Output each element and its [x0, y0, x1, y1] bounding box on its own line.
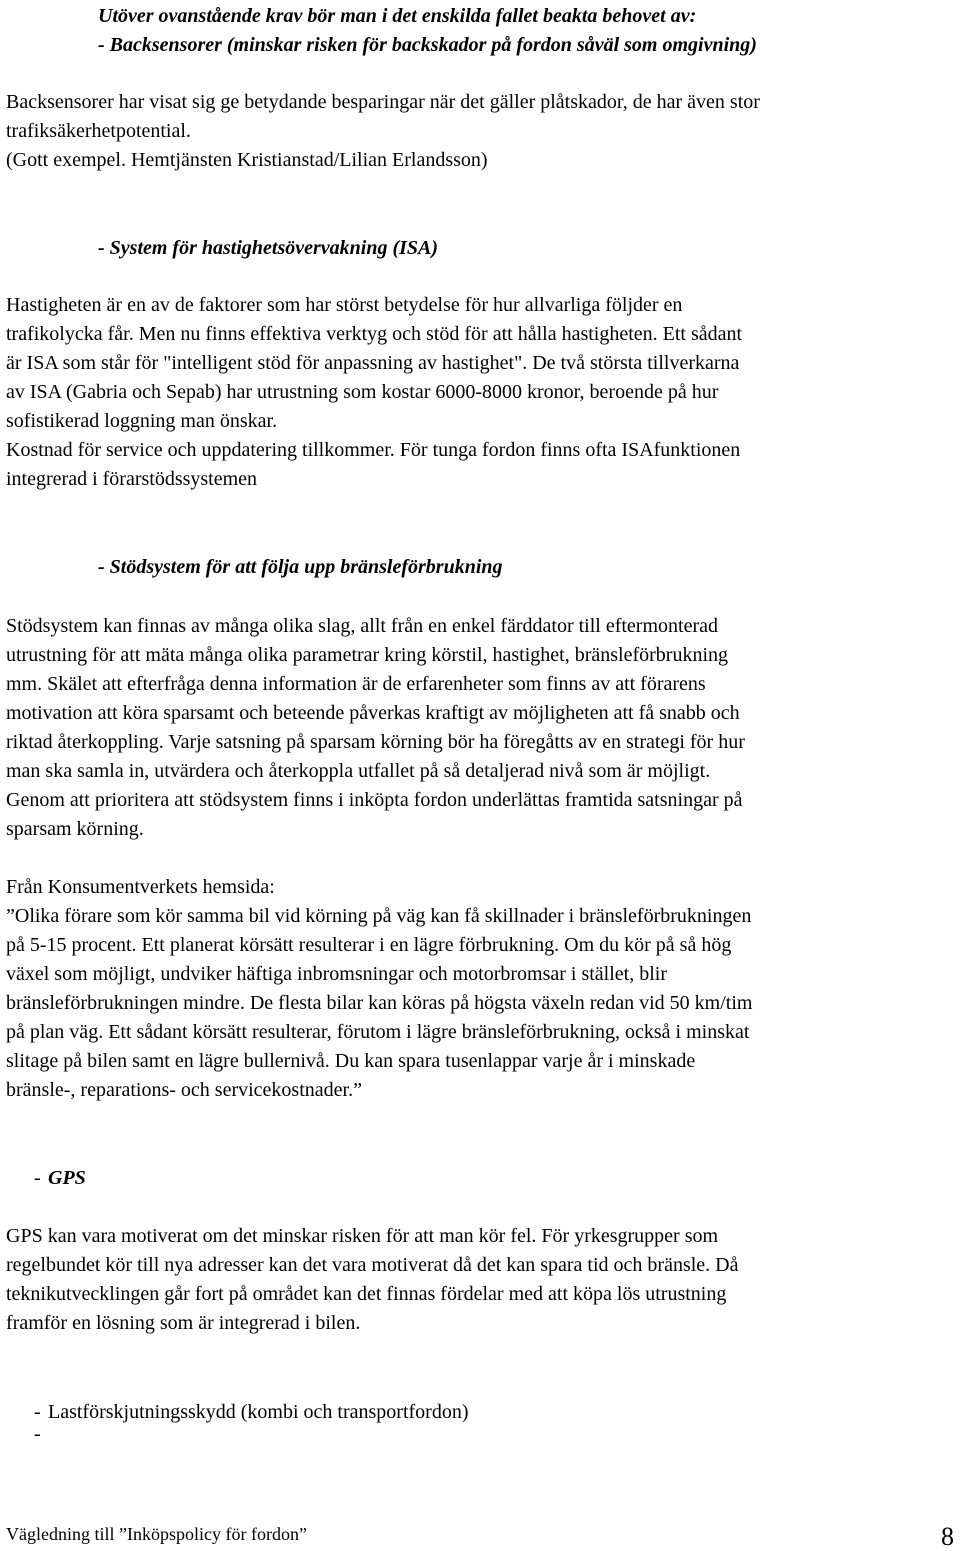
quote-line: bränsle-, reparations- och servicekostnader.”: [6, 1079, 362, 1101]
gps-dash: -: [34, 1167, 41, 1189]
cargo-dash: -: [34, 1401, 41, 1423]
gps-heading: [34, 1164, 934, 1193]
isa-paragraph: [6, 291, 956, 494]
isa-heading: - System för hastighetsövervakning (ISA): [98, 237, 439, 259]
quote-line: bränsleförbrukningen mindre. De flesta bilar kan köras på högsta växeln redan vid 50 km/tim: [6, 992, 753, 1014]
paragraph-line: utrustning för att mäta många olika parametrar kring körstil, hastighet, bränsleförbrukning: [6, 644, 729, 666]
paragraph-line: (Gott exempel. Hemtjänsten Kristianstad/Lilian Erlandsson): [6, 149, 488, 171]
quote-line: på 5-15 procent. Ett planerat körsätt resulterar i en lägre förbrukning. Om du kör på så hög: [6, 934, 732, 956]
paragraph-line: teknikutvecklingen går fort på området kan det finnas fördelar med att köpa lös utrustning: [6, 1283, 727, 1305]
quote-line: växel som möjligt, undviker häftiga inbromsningar och motorbromsar i stället, blir: [6, 963, 667, 985]
footer-title: Vägledning till ”Inköpspolicy för fordon”: [6, 1524, 307, 1544]
quote-line: ”Olika förare som kör samma bil vid körning på väg kan få skillnader i bränsleförbrukningen: [6, 905, 752, 927]
gps-heading-text: GPS: [48, 1167, 86, 1189]
intro-backsensor-heading: - Backsensorer (minskar risken för backskador på fordon såväl som omgivning): [98, 34, 757, 56]
paragraph-line: Genom att prioritera att stödsystem finns i inköpta fordon underlättas framtida satsningar på: [6, 789, 743, 811]
paragraph-line: Kostnad för service och uppdatering tillkommer. För tunga fordon finns ofta ISAfunktionen: [6, 439, 741, 461]
paragraph-line: sofistikerad loggning man önskar.: [6, 410, 278, 432]
paragraph-line: integrerad i förarstödssystemen: [6, 468, 258, 490]
intro-line: Utöver ovanstående krav bör man i det enskilda fallet beakta behovet av:: [98, 5, 697, 27]
backsensor-paragraph: [6, 88, 956, 175]
cargo-item: [34, 1398, 934, 1427]
paragraph-line: motivation att köra sparsamt och beteende påverkas kraftigt av möjligheten att få snabb och: [6, 702, 740, 724]
quote-line: slitage på bilen samt en lägre bullernivå. Du kan spara tusenlappar varje år i minskade: [6, 1050, 696, 1072]
quote-line: på plan väg. Ett sådant körsätt resulterar, förutom i lägre bränsleförbrukning, också i minskat: [6, 1021, 750, 1043]
paragraph-line: trafikolycka får. Men nu finns effektiva verktyg och stöd för att hålla hastigheten. Ett sådant: [6, 323, 743, 345]
paragraph-line: är ISA som står för "intelligent stöd för anpassning av hastighet". De två största tillverkarna: [6, 352, 740, 374]
quote-source: Från Konsumentverkets hemsida:: [6, 876, 275, 898]
cargo-text: Lastförskjutningsskydd (kombi och transportfordon): [48, 1401, 469, 1423]
paragraph-line: Backsensorer har visat sig ge betydande besparingar när det gäller plåtskador, de har även stor: [6, 91, 760, 113]
paragraph-line: trafiksäkerhetpotential.: [6, 120, 191, 142]
paragraph-line: Stödsystem kan finnas av många olika slag, allt från en enkel färddator till eftermonterad: [6, 615, 718, 637]
cargo-trailing-dash: -: [34, 1423, 41, 1445]
quote-section: [6, 873, 956, 1105]
paragraph-line: mm. Skälet att efterfråga denna information är de erfarenheter som finns av att förarens: [6, 673, 706, 695]
paragraph-line: sparsam körning.: [6, 818, 144, 840]
paragraph-line: Hastigheten är en av de faktorer som har störst betydelse för hur allvarliga följder en: [6, 294, 683, 316]
paragraph-line: riktad återkoppling. Varje satsning på sparsam körning bör ha föregåtts av en strategi för hur: [6, 731, 745, 753]
fuel-heading: - Stödsystem för att följa upp bränsleförbrukning: [98, 556, 503, 578]
fuel-paragraph: [6, 612, 956, 844]
paragraph-line: GPS kan vara motiverat om det minskar risken för att man kör fel. För yrkesgrupper som: [6, 1225, 719, 1247]
paragraph-line: man ska samla in, utvärdera och återkoppla utfallet på så detaljerad nivå som är möjligt.: [6, 760, 711, 782]
intro-section: [98, 2, 948, 60]
paragraph-line: av ISA (Gabria och Sepab) har utrustning som kostar 6000-8000 kronor, beroende på hur: [6, 381, 719, 403]
page-number: 8: [941, 1522, 954, 1551]
paragraph-line: framför en lösning som är integrerad i bilen.: [6, 1312, 361, 1334]
paragraph-line: regelbundet kör till nya adresser kan det vara motiverat då det kan spara tid och bränsle. Då: [6, 1254, 739, 1276]
gps-paragraph: [6, 1222, 956, 1338]
